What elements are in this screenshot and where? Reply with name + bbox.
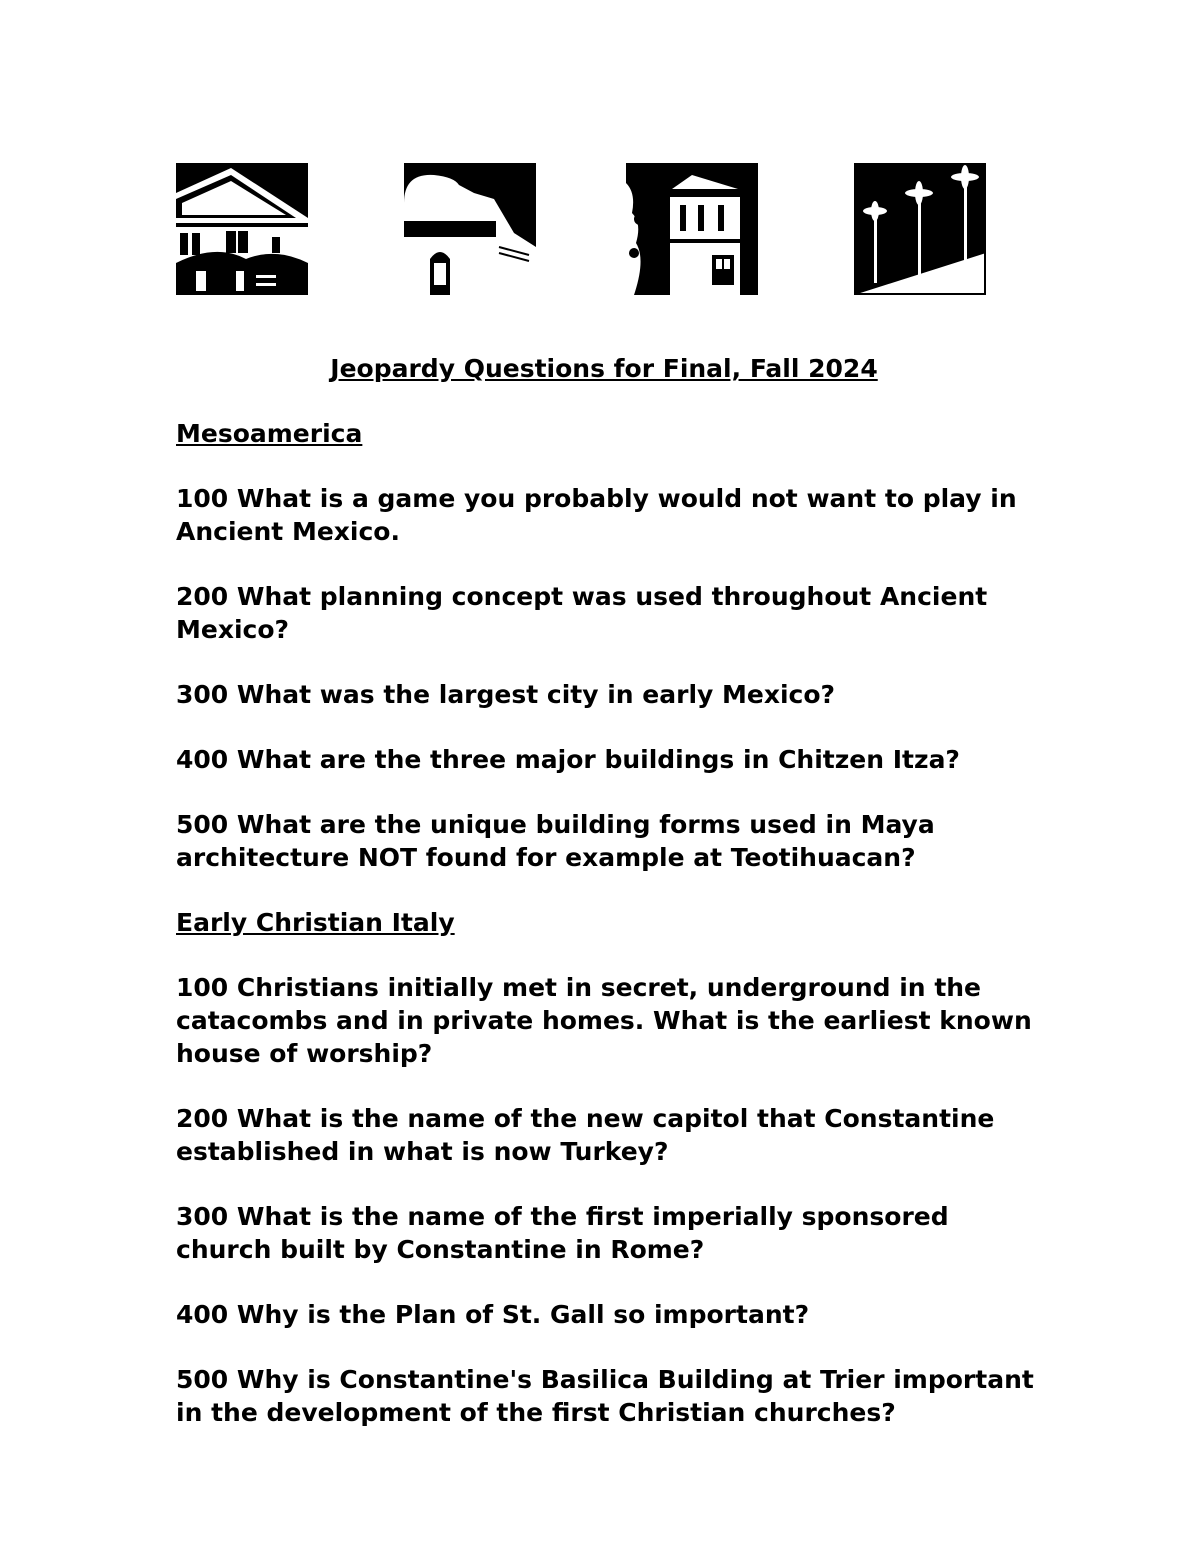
document-body — [176, 352, 1036, 1461]
question-item: 300 What was the largest city in early Mexico? — [176, 680, 836, 709]
question-item: 200 What planning concept was used throughout Ancient Mexico? — [176, 582, 988, 644]
palm-trees-icon — [854, 163, 986, 295]
question-item: 100 What is a game you probably would not want to play in Ancient Mexico. — [176, 484, 1017, 546]
section-heading-early-christian-italy: Early Christian Italy — [176, 908, 455, 937]
question-item: 400 What are the three major buildings in Chitzen Itza? — [176, 745, 960, 774]
question-item: 400 Why is the Plan of St. Gall so important? — [176, 1300, 810, 1329]
tower-house-icon — [626, 163, 758, 295]
question-item: 200 What is the name of the new capitol that Constantine established in what is now Turkey? — [176, 1104, 995, 1166]
question-item: 500 What are the unique building forms used in Maya architecture NOT found for example at Teotihuacan? — [176, 810, 935, 872]
document-title: Jeopardy Questions for Final, Fall 2024 — [330, 354, 878, 383]
victorian-house-icon — [176, 163, 308, 295]
question-item: 100 Christians initially met in secret, underground in the catacombs and in private homes. What is the earliest known house of worship? — [176, 973, 1032, 1068]
section-heading-mesoamerica: Mesoamerica — [176, 419, 363, 448]
mission-arch-icon — [404, 163, 536, 295]
logo-strip — [0, 163, 1200, 297]
question-item: 500 Why is Constantine's Basilica Building at Trier important in the development of the first Christian churches? — [176, 1365, 1034, 1427]
question-item: 300 What is the name of the first imperially sponsored church built by Constantine in Rome? — [176, 1202, 949, 1264]
